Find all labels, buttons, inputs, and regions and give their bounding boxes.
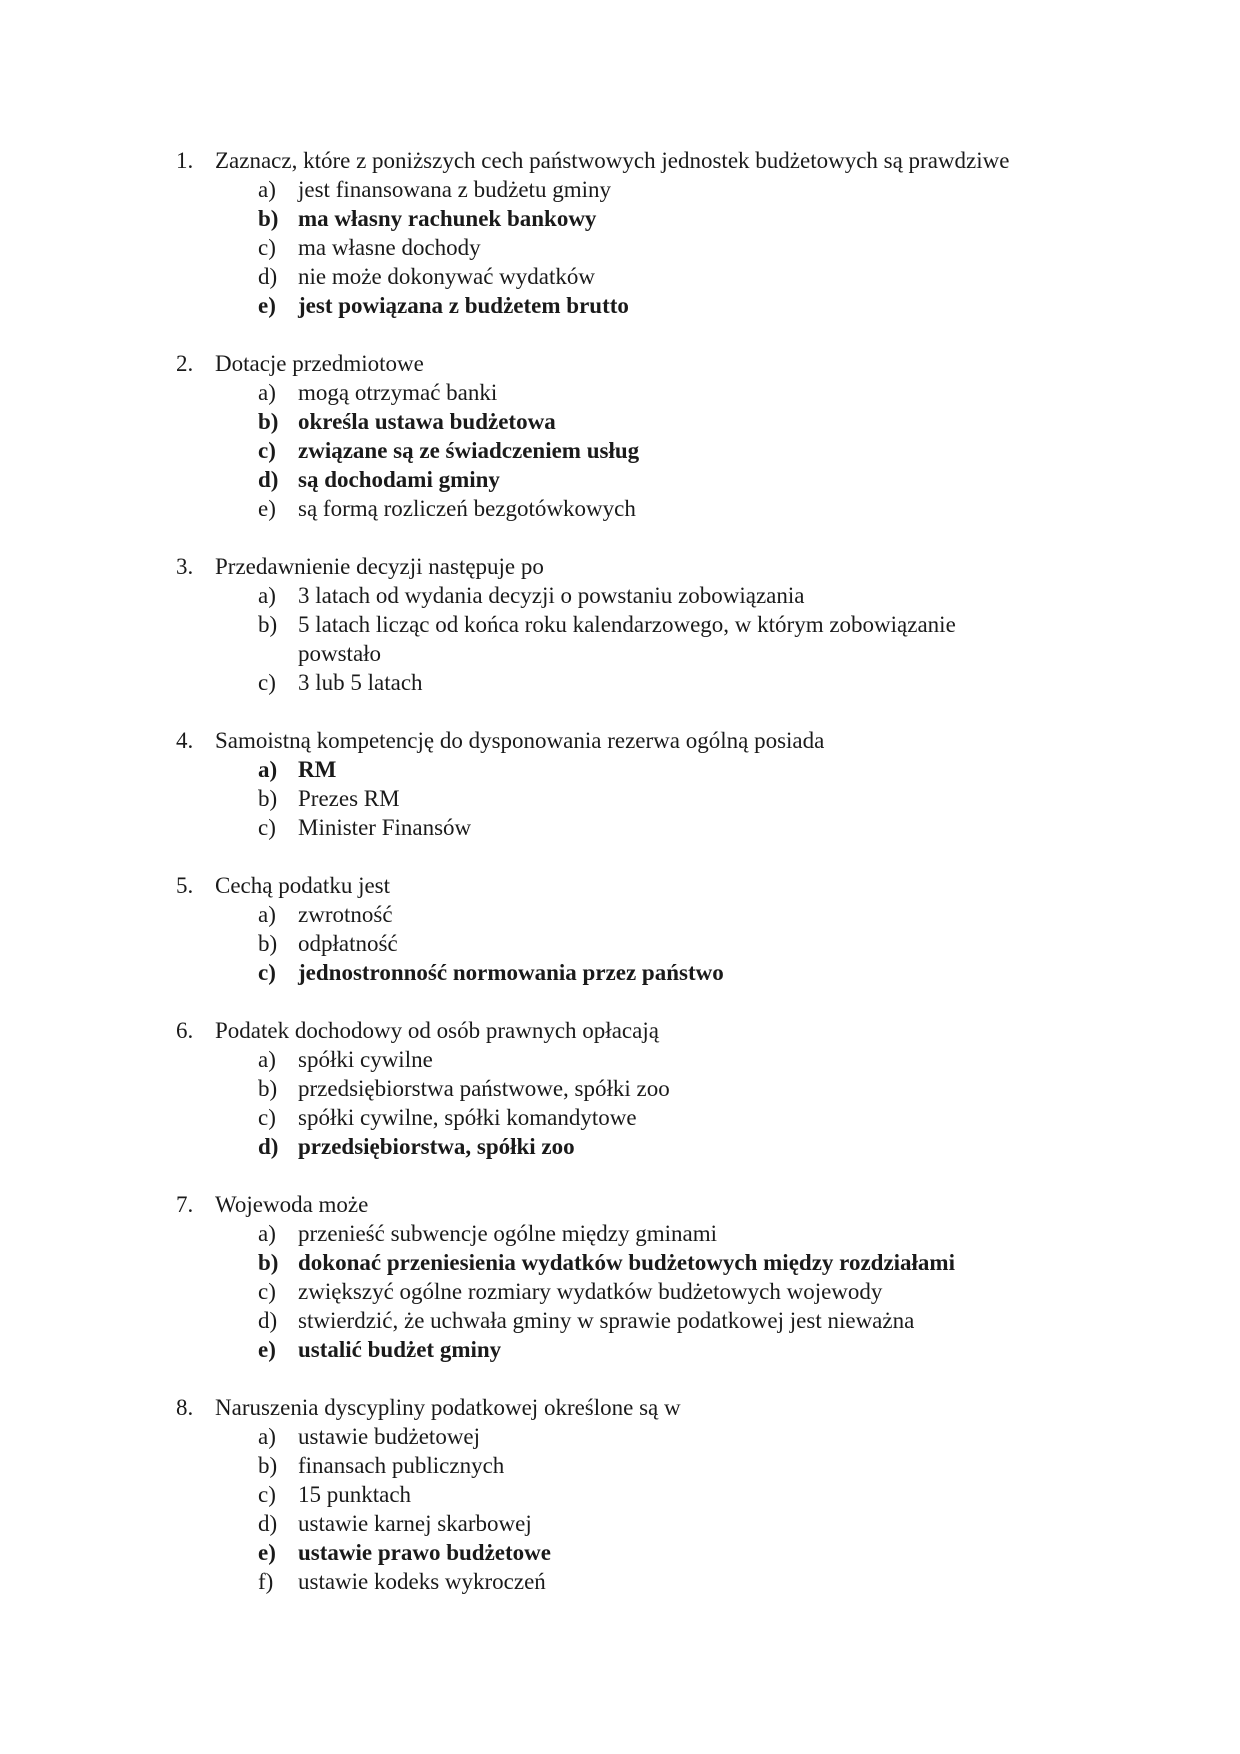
answer-option bbox=[0, 1451, 1240, 1480]
answer-letter: b) bbox=[258, 786, 278, 811]
answer-text: przenieść subwencje ogólne między gminami bbox=[298, 1221, 717, 1246]
answer-option bbox=[0, 784, 1240, 813]
answer-option bbox=[0, 929, 1240, 958]
answer-letter: e) bbox=[258, 1540, 276, 1565]
answer-letter: a) bbox=[258, 177, 276, 202]
question-line bbox=[0, 146, 1240, 175]
answer-text: 3 lub 5 latach bbox=[298, 670, 423, 695]
question-line bbox=[0, 349, 1240, 378]
answer-option bbox=[0, 175, 1240, 204]
question-line bbox=[0, 552, 1240, 581]
question-4 bbox=[0, 726, 1240, 842]
question-text: Wojewoda może bbox=[215, 1192, 369, 1217]
answer-letter: a) bbox=[258, 757, 278, 782]
answer-option bbox=[0, 407, 1240, 436]
answer-letter: e) bbox=[258, 496, 276, 521]
question-8 bbox=[0, 1393, 1240, 1596]
question-text: Zaznacz, które z poniższych cech państwowych jednostek budżetowych są prawdziwe bbox=[215, 148, 1010, 173]
answer-option bbox=[0, 1277, 1240, 1306]
answer-text: jest powiązana z budżetem brutto bbox=[298, 293, 629, 318]
answer-letter: e) bbox=[258, 293, 276, 318]
answer-option bbox=[0, 436, 1240, 465]
answer-letter: a) bbox=[258, 1424, 276, 1449]
answer-letter: b) bbox=[258, 1076, 278, 1101]
answer-text: RM bbox=[298, 757, 337, 782]
answer-option bbox=[0, 378, 1240, 407]
question-text: Przedawnienie decyzji następuje po bbox=[215, 554, 544, 579]
answer-option bbox=[0, 1306, 1240, 1335]
answer-text: Minister Finansów bbox=[298, 815, 472, 840]
question-1 bbox=[0, 146, 1240, 320]
answer-letter: b) bbox=[258, 409, 279, 434]
answer-option bbox=[0, 1509, 1240, 1538]
answer-option bbox=[0, 1335, 1240, 1364]
answer-text: związane są ze świadczeniem usług bbox=[298, 438, 640, 463]
question-number: 4. bbox=[176, 728, 194, 753]
answer-letter: d) bbox=[258, 1134, 279, 1159]
answer-letter: d) bbox=[258, 1511, 278, 1536]
answer-option bbox=[0, 233, 1240, 262]
question-list bbox=[0, 146, 1240, 1625]
answer-option bbox=[0, 1132, 1240, 1161]
question-text: Naruszenia dyscypliny podatkowej określone są w bbox=[215, 1395, 681, 1420]
answer-text: nie może dokonywać wydatków bbox=[298, 264, 596, 289]
answer-text: przedsiębiorstwa, spółki zoo bbox=[298, 1134, 575, 1159]
answer-letter: c) bbox=[258, 235, 276, 260]
question-line bbox=[0, 1190, 1240, 1219]
answer-letter: c) bbox=[258, 1482, 276, 1507]
answer-option bbox=[0, 262, 1240, 291]
answer-text: dokonać przeniesienia wydatków budżetowych między rozdziałami bbox=[298, 1250, 955, 1275]
answer-option bbox=[0, 668, 1240, 697]
answer-option bbox=[0, 1567, 1240, 1596]
answer-letter: b) bbox=[258, 612, 278, 637]
answer-letter: c) bbox=[258, 438, 276, 463]
answer-letter: a) bbox=[258, 583, 276, 608]
question-line bbox=[0, 726, 1240, 755]
answer-letter: a) bbox=[258, 380, 276, 405]
answer-text: 5 latach licząc od końca roku kalendarzowego, w którym zobowiązanie powstało bbox=[298, 612, 956, 666]
answer-text: określa ustawa budżetowa bbox=[298, 409, 556, 434]
answer-option bbox=[0, 958, 1240, 987]
answer-option bbox=[0, 755, 1240, 784]
question-line bbox=[0, 1016, 1240, 1045]
answer-text: zwiększyć ogólne rozmiary wydatków budżetowych wojewody bbox=[298, 1279, 883, 1304]
question-line bbox=[0, 871, 1240, 900]
answer-letter: d) bbox=[258, 264, 278, 289]
answer-text: zwrotność bbox=[298, 902, 393, 927]
answer-text: 3 latach od wydania decyzji o powstaniu zobowiązania bbox=[298, 583, 805, 608]
question-text: Samoistną kompetencję do dysponowania rezerwa ogólną posiada bbox=[215, 728, 825, 753]
answer-option bbox=[0, 291, 1240, 320]
answer-text: ustawie kodeks wykroczeń bbox=[298, 1569, 546, 1594]
answer-text: ustawie karnej skarbowej bbox=[298, 1511, 532, 1536]
answer-text: Prezes RM bbox=[298, 786, 400, 811]
answer-text: ustawie budżetowej bbox=[298, 1424, 481, 1449]
answer-option bbox=[0, 1045, 1240, 1074]
answer-option bbox=[0, 1248, 1240, 1277]
question-number: 3. bbox=[176, 554, 194, 579]
answer-text: przedsiębiorstwa państwowe, spółki zoo bbox=[298, 1076, 670, 1101]
answer-option bbox=[0, 494, 1240, 523]
question-number: 6. bbox=[176, 1018, 194, 1043]
question-number: 8. bbox=[176, 1395, 194, 1420]
answer-option bbox=[0, 1074, 1240, 1103]
answer-text: ustawie prawo budżetowe bbox=[298, 1540, 551, 1565]
answer-option bbox=[0, 1480, 1240, 1509]
answer-letter: a) bbox=[258, 1047, 276, 1072]
answer-letter: b) bbox=[258, 1453, 278, 1478]
question-6 bbox=[0, 1016, 1240, 1161]
answer-text: ma własne dochody bbox=[298, 235, 481, 260]
answer-option bbox=[0, 204, 1240, 233]
question-3 bbox=[0, 552, 1240, 697]
question-line bbox=[0, 1393, 1240, 1422]
answer-letter: e) bbox=[258, 1337, 276, 1362]
answer-letter: c) bbox=[258, 1279, 276, 1304]
answer-letter: d) bbox=[258, 1308, 278, 1333]
answer-option bbox=[0, 465, 1240, 494]
answer-text: mogą otrzymać banki bbox=[298, 380, 498, 405]
answer-letter: c) bbox=[258, 815, 276, 840]
answer-letter: b) bbox=[258, 1250, 279, 1275]
answer-text: są formą rozliczeń bezgotówkowych bbox=[298, 496, 636, 521]
answer-text: ustalić budżet gminy bbox=[298, 1337, 502, 1362]
answer-letter: c) bbox=[258, 670, 276, 695]
answer-option bbox=[0, 581, 1240, 610]
answer-option bbox=[0, 900, 1240, 929]
answer-text: spółki cywilne, spółki komandytowe bbox=[298, 1105, 637, 1130]
question-text: Cechą podatku jest bbox=[215, 873, 391, 898]
answer-text: 15 punktach bbox=[298, 1482, 412, 1507]
question-2 bbox=[0, 349, 1240, 523]
question-7 bbox=[0, 1190, 1240, 1364]
answer-letter: a) bbox=[258, 902, 276, 927]
answer-text: ma własny rachunek bankowy bbox=[298, 206, 597, 231]
answer-text: spółki cywilne bbox=[298, 1047, 433, 1072]
answer-text: finansach publicznych bbox=[298, 1453, 505, 1478]
question-number: 5. bbox=[176, 873, 194, 898]
answer-letter: a) bbox=[258, 1221, 276, 1246]
answer-letter: c) bbox=[258, 1105, 276, 1130]
question-5 bbox=[0, 871, 1240, 987]
answer-option bbox=[0, 1103, 1240, 1132]
question-text: Podatek dochodowy od osób prawnych opłacają bbox=[215, 1018, 659, 1043]
answer-letter: d) bbox=[258, 467, 279, 492]
answer-text: odpłatność bbox=[298, 931, 398, 956]
answer-option bbox=[0, 1422, 1240, 1451]
question-number: 2. bbox=[176, 351, 194, 376]
answer-option bbox=[0, 610, 1240, 668]
answer-text: jednostronność normowania przez państwo bbox=[298, 960, 724, 985]
answer-option bbox=[0, 1538, 1240, 1567]
question-number: 7. bbox=[176, 1192, 194, 1217]
answer-letter: b) bbox=[258, 206, 279, 231]
question-text: Dotacje przedmiotowe bbox=[215, 351, 424, 376]
answer-text: są dochodami gminy bbox=[298, 467, 500, 492]
answer-option bbox=[0, 1219, 1240, 1248]
answer-text: jest finansowana z budżetu gminy bbox=[298, 177, 611, 202]
answer-letter: b) bbox=[258, 931, 278, 956]
question-number: 1. bbox=[176, 148, 194, 173]
answer-text: stwierdzić, że uchwała gminy w sprawie podatkowej jest nieważna bbox=[298, 1308, 915, 1333]
answer-letter: c) bbox=[258, 960, 276, 985]
answer-letter: f) bbox=[258, 1569, 274, 1594]
answer-option bbox=[0, 813, 1240, 842]
